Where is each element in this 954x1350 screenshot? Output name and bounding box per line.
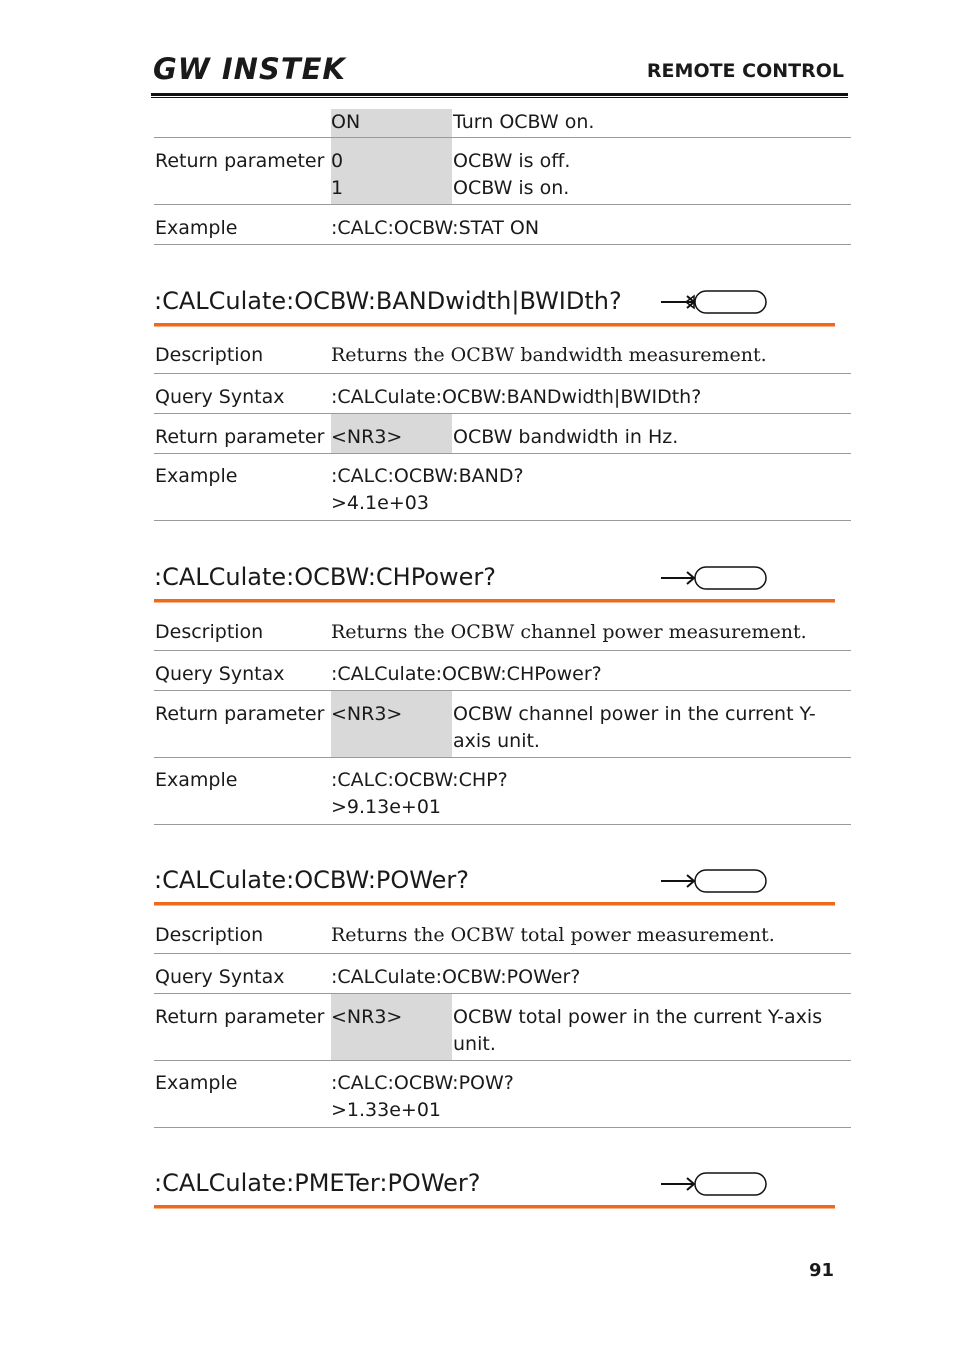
return-desc: OCBW bandwidth in Hz. bbox=[453, 426, 679, 448]
table-row bbox=[154, 1061, 851, 1128]
example-label: Example bbox=[155, 1072, 238, 1094]
return-label: Return parameter bbox=[155, 426, 325, 448]
query-icon bbox=[660, 565, 768, 591]
description-label: Description bbox=[155, 344, 264, 366]
description-label: Description bbox=[155, 621, 264, 643]
syntax-text: :CALCulate:OCBW:BANDwidth|BWIDth? bbox=[331, 386, 702, 408]
table-row bbox=[154, 342, 851, 374]
example-label: Example bbox=[155, 769, 238, 791]
table-row bbox=[154, 651, 851, 691]
description-text: Returns the OCBW total power measurement. bbox=[331, 924, 775, 946]
title-underline-shadow bbox=[154, 1208, 835, 1209]
example-line: :CALC:OCBW:BAND? bbox=[331, 465, 524, 487]
description-label: Description bbox=[155, 924, 264, 946]
header-rule bbox=[151, 93, 848, 96]
desc-cell: Turn OCBW on. bbox=[453, 111, 595, 133]
table-row bbox=[154, 414, 851, 454]
syntax-label: Query Syntax bbox=[155, 966, 285, 988]
return-param: <NR3> bbox=[331, 426, 403, 448]
table-row bbox=[154, 619, 851, 651]
table-row bbox=[154, 205, 851, 245]
stat-parameter-table bbox=[154, 109, 851, 245]
query-icon bbox=[660, 868, 768, 894]
query-icon bbox=[660, 289, 768, 315]
example-line: :CALC:OCBW:POW? bbox=[331, 1072, 514, 1094]
param-cell: ON bbox=[331, 109, 452, 137]
table-row bbox=[154, 138, 851, 205]
row-label: Example bbox=[155, 217, 238, 239]
return-param: <NR3> bbox=[331, 703, 403, 725]
title-underline-shadow bbox=[154, 602, 835, 603]
header-rule-thin bbox=[151, 97, 848, 98]
query-icon bbox=[660, 1171, 768, 1197]
example-line: >9.13e+01 bbox=[331, 796, 442, 818]
description-text: Returns the OCBW bandwidth measurement. bbox=[331, 344, 767, 366]
command-table bbox=[154, 922, 851, 1128]
command-title: :CALCulate:PMETer:POWer? bbox=[154, 1169, 481, 1197]
desc-cell: OCBW is off. OCBW is on. bbox=[453, 150, 571, 199]
syntax-text: :CALCulate:OCBW:POWer? bbox=[331, 966, 581, 988]
example-line: :CALC:OCBW:CHP? bbox=[331, 769, 508, 791]
return-desc: OCBW total power in the current Y-axis unit. bbox=[453, 1006, 823, 1055]
table-row bbox=[154, 109, 851, 138]
command-title: :CALCulate:OCBW:CHPower? bbox=[154, 563, 497, 591]
table-row bbox=[154, 994, 851, 1061]
syntax-label: Query Syntax bbox=[155, 663, 285, 685]
table-row bbox=[154, 954, 851, 994]
page-number: 91 bbox=[808, 1260, 834, 1281]
description-text: Returns the OCBW channel power measurement. bbox=[331, 621, 807, 643]
table-row bbox=[154, 922, 851, 954]
table-row bbox=[154, 758, 851, 825]
example-line: >1.33e+01 bbox=[331, 1099, 442, 1121]
command-title: :CALCulate:OCBW:POWer? bbox=[154, 866, 469, 894]
title-underline-shadow bbox=[154, 326, 835, 327]
example-value: :CALC:OCBW:STAT ON bbox=[331, 217, 540, 239]
title-underline-shadow bbox=[154, 905, 835, 906]
brand-logo: GW INSTEK bbox=[153, 52, 346, 86]
return-desc: OCBW channel power in the current Y-axis unit. bbox=[453, 703, 816, 752]
return-label: Return parameter bbox=[155, 1006, 325, 1028]
table-row bbox=[154, 374, 851, 414]
command-table bbox=[154, 619, 851, 825]
param-cell: 0 1 bbox=[331, 138, 452, 204]
command-table bbox=[154, 342, 851, 521]
table-row bbox=[154, 691, 851, 758]
section-title: REMOTE CONTROL bbox=[646, 60, 844, 82]
table-row bbox=[154, 454, 851, 521]
command-title: :CALCulate:OCBW:BANDwidth|BWIDth? bbox=[154, 287, 622, 315]
example-line: >4.1e+03 bbox=[331, 492, 429, 514]
return-param: <NR3> bbox=[331, 1006, 403, 1028]
return-label: Return parameter bbox=[155, 703, 325, 725]
example-label: Example bbox=[155, 465, 238, 487]
syntax-label: Query Syntax bbox=[155, 386, 285, 408]
syntax-text: :CALCulate:OCBW:CHPower? bbox=[331, 663, 602, 685]
row-label: Return parameter bbox=[155, 150, 325, 172]
